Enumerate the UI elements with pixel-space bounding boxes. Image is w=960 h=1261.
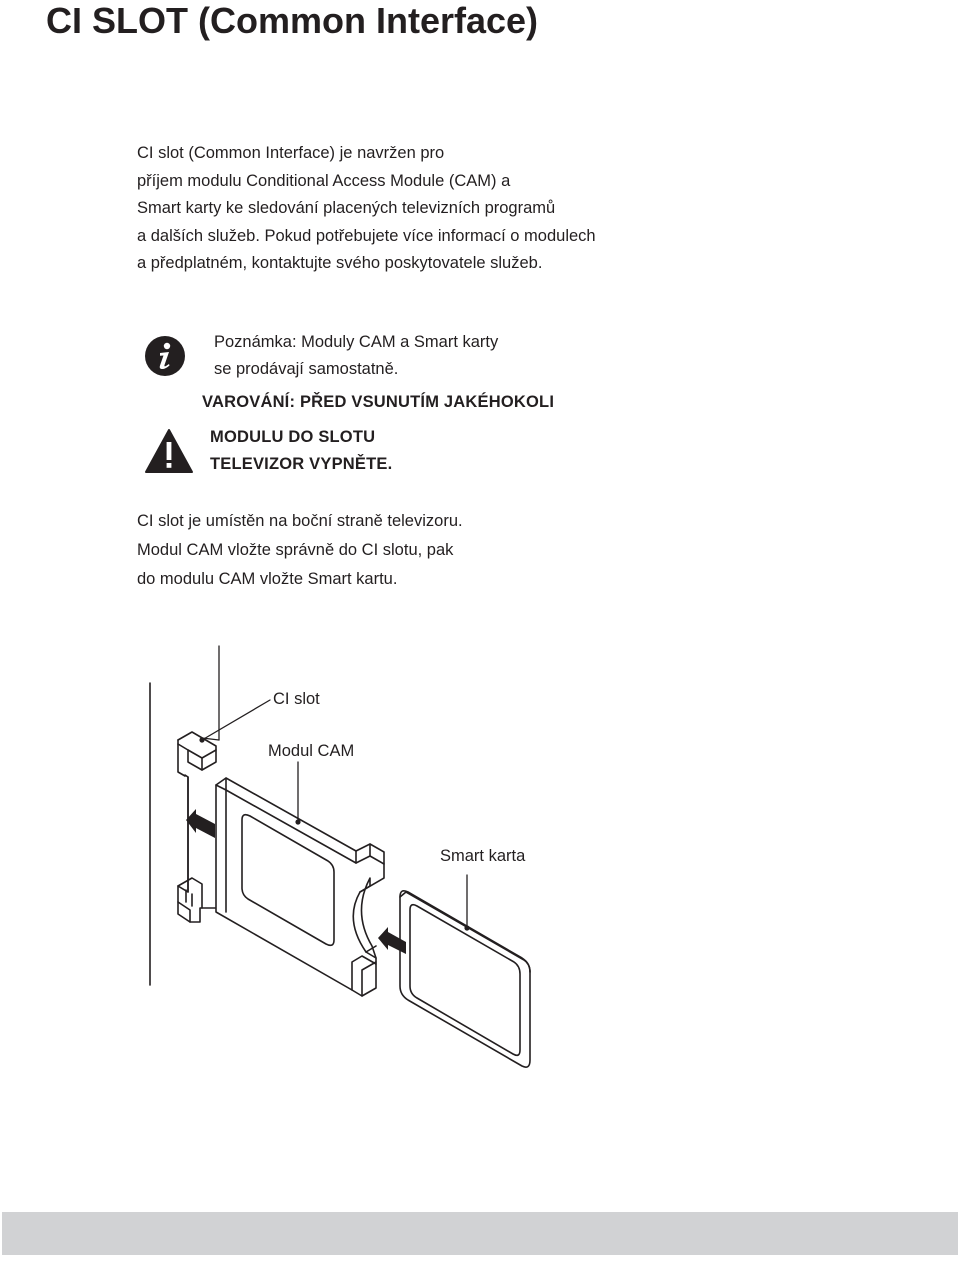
intro-line: CI slot (Common Interface) je navržen pro <box>137 144 445 162</box>
warning-body <box>210 424 392 478</box>
footer-bar <box>2 1212 958 1255</box>
smart-card-drawing <box>400 891 530 1067</box>
smart-card-label: Smart karta <box>440 847 526 865</box>
intro-line: příjem modulu Conditional Access Module (CAM) a <box>137 171 511 190</box>
intro-line: Smart karty ke sledování placených televizních programů <box>137 199 556 217</box>
card-leader-dot <box>464 925 469 930</box>
intro-line: a dalších služeb. Pokud potřebujete více informací o modulech <box>137 226 596 245</box>
insert-arrow-icon <box>186 809 215 838</box>
placement-paragraph <box>137 507 463 594</box>
page-title: CI SLOT (Common Interface) <box>46 0 539 41</box>
ci-slot-pointer-line <box>202 700 270 740</box>
cam-leader-dot <box>295 819 300 824</box>
card-insert-arrow-icon <box>378 927 406 954</box>
note-block <box>214 329 498 383</box>
cam-module-label: Modul CAM <box>268 742 355 760</box>
note-line: se prodávají samostatně. <box>214 360 399 378</box>
warning-line: TELEVIZOR VYPNĚTE. <box>210 455 393 473</box>
note-line: Poznámka: Moduly CAM a Smart karty <box>214 333 499 351</box>
ci-slot-label: CI slot <box>273 690 320 708</box>
placement-line: CI slot je umístěn na boční straně televizoru. <box>137 512 463 530</box>
intro-paragraph <box>137 140 596 278</box>
cam-module-drawing <box>130 640 384 996</box>
info-icon <box>145 336 185 376</box>
intro-line: a předplatném, kontaktujte svého poskytovatele služeb. <box>137 254 543 272</box>
warning-triangle-icon <box>144 428 194 474</box>
placement-line: Modul CAM vložte správně do CI slotu, pak <box>137 541 454 559</box>
placement-line: do modulu CAM vložte Smart kartu. <box>137 570 398 588</box>
warning-heading: VAROVÁNÍ: PŘED VSUNUTÍM JAKÉHOKOLI <box>202 393 555 411</box>
warning-line: MODULU DO SLOTU <box>210 428 376 446</box>
